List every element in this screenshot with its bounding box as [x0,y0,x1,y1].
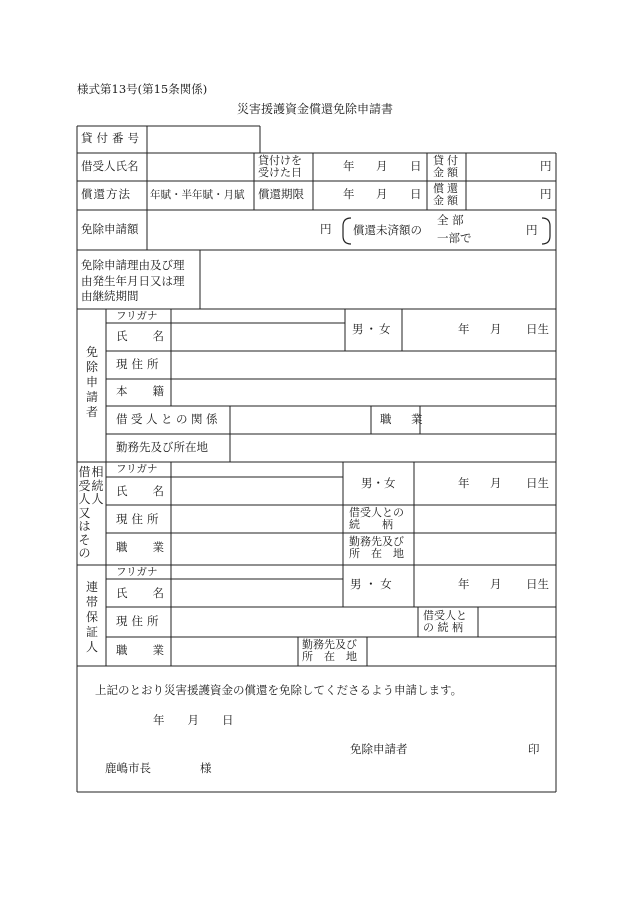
applicant-relation-label: 借受人との関係 [116,412,221,426]
footer-applicant-label: 免除申請者 [350,742,408,756]
application-date[interactable]: 年 月 日 [153,713,234,727]
guarantor-birth-year: 年 [458,577,470,591]
applicant-domicile-label: 本 籍 [116,384,164,398]
loan-date-year: 年 [343,159,355,173]
unpaid-partial: 一部で [437,231,472,245]
heir-address-label: 現住所 [116,512,163,526]
loan-date-month: 月 [376,159,388,173]
guarantor-relation-label: 借受人と の 続 柄 [423,609,467,634]
applicant-relation-field[interactable] [231,407,370,433]
applicant-birth-month: 月 [490,322,502,336]
applicant-birth-year: 年 [458,322,470,336]
reason-label: 免除申請理由及び理 由発生年月日又は理 由継続期間 [81,258,185,303]
applicant-birth-day: 日生 [526,322,549,336]
guarantor-workplace-field[interactable] [368,638,555,665]
heir-name-field[interactable] [172,478,342,504]
applicant-workplace-field[interactable] [231,435,555,461]
repay-method-options[interactable]: 年賦・半年賦・月賦 [150,189,245,201]
guarantor-furigana-label: フリガナ [116,566,158,578]
heir-workplace-label: 勤務先及び 所 在 地 [349,535,404,560]
heir-birth-year: 年 [458,476,470,490]
loan-amount-yen: 円 [540,159,552,173]
declaration-text: 上記のとおり災害援護資金の償還を免除してくださるよう申請します。 [95,683,463,697]
reason-field[interactable] [201,251,555,308]
repay-amount-yen: 円 [540,187,552,201]
left-bracket [343,218,351,244]
applicant-address-field[interactable] [172,352,555,378]
right-bracket [542,218,550,244]
applicant-occupation-label: 職 業 [380,412,427,426]
applicant-section-label: 免除申請者 [85,345,98,419]
heir-occupation-label: 職 業 [116,540,164,554]
loan-date-label: 貸付けを 受けた日 [258,154,302,179]
guarantor-section-label: 連帯保証人 [85,580,98,654]
heir-address-field[interactable] [172,506,342,532]
exemption-amount-yen: 円 [320,222,332,236]
heir-relation-field[interactable] [415,506,555,532]
loan-date-day: 日 [410,159,422,173]
heir-birth-day: 日生 [526,476,549,490]
guarantor-birth-month: 月 [490,577,502,591]
form-title: 災害援護資金償還免除申請書 [236,102,393,116]
heir-name-label: 氏 名 [116,484,164,498]
applicant-furigana-field[interactable] [172,310,344,322]
applicant-name-label: 氏 名 [116,329,164,343]
guarantor-sex[interactable]: 男 ・ 女 [350,577,392,591]
exemption-amount-field[interactable] [148,211,318,249]
applicant-occupation-field[interactable] [421,407,555,433]
repay-method-label: 償還方法 [81,187,131,201]
loan-amount-label: 貸付 金額 [433,154,461,179]
unpaid-all: 全 部 [437,213,464,227]
borrower-name-label: 借受人氏名 [81,159,139,173]
addressee-honorific: 様 [200,761,212,775]
heir-sex[interactable]: 男・女 [361,476,396,490]
repay-deadline-day: 日 [410,187,422,201]
footer-applicant-signature-field[interactable] [412,740,522,758]
heir-relation-label: 借受人との 続 柄 [349,506,404,531]
repay-deadline-month: 月 [376,187,388,201]
addressee-mayor: 鹿嶋市長 [105,761,151,775]
heir-birth-month: 月 [490,476,502,490]
heir-section-label-right: 相続人 [91,465,104,506]
repay-deadline-label: 償還期限 [258,187,304,201]
repay-amount-label: 償還 金額 [433,182,461,207]
heir-section-label-left: 借受人又はその [78,465,91,560]
applicant-sex[interactable]: 男・女 [352,322,393,336]
loan-number-field[interactable] [148,127,259,152]
applicant-address-label: 現住所 [116,357,163,371]
loan-number-label: 貸付番号 [81,131,143,145]
applicant-furigana-label: フリガナ [116,310,158,322]
applicant-domicile-field[interactable] [172,380,555,405]
guarantor-relation-field[interactable] [479,608,555,636]
borrower-name-field[interactable] [148,154,253,180]
unpaid-yen: 円 [526,223,538,237]
seal-mark: 印 [528,742,540,756]
exemption-amount-label: 免除申請額 [81,222,139,236]
heir-furigana-field[interactable] [172,463,342,476]
guarantor-workplace-label: 勤務先及び 所 在 地 [302,638,357,663]
applicant-workplace-label: 勤務先及び所在地 [116,440,208,454]
form-number: 様式第13号(第15条関係) [77,82,208,96]
guarantor-occupation-label: 職 業 [116,643,164,657]
guarantor-address-label: 現住所 [116,614,163,628]
heir-workplace-field[interactable] [415,534,555,564]
guarantor-address-field[interactable] [172,608,417,636]
guarantor-occupation-field[interactable] [172,638,297,665]
heir-occupation-field[interactable] [172,534,342,564]
guarantor-birth-day: 日生 [526,577,549,591]
guarantor-name-field[interactable] [172,580,342,606]
applicant-name-field[interactable] [172,324,344,350]
guarantor-name-label: 氏 名 [116,586,164,600]
unpaid-label: 償還未済額の [353,223,422,237]
repay-deadline-year: 年 [343,187,355,201]
heir-furigana-label: フリガナ [116,463,158,475]
guarantor-furigana-field[interactable] [172,566,342,578]
